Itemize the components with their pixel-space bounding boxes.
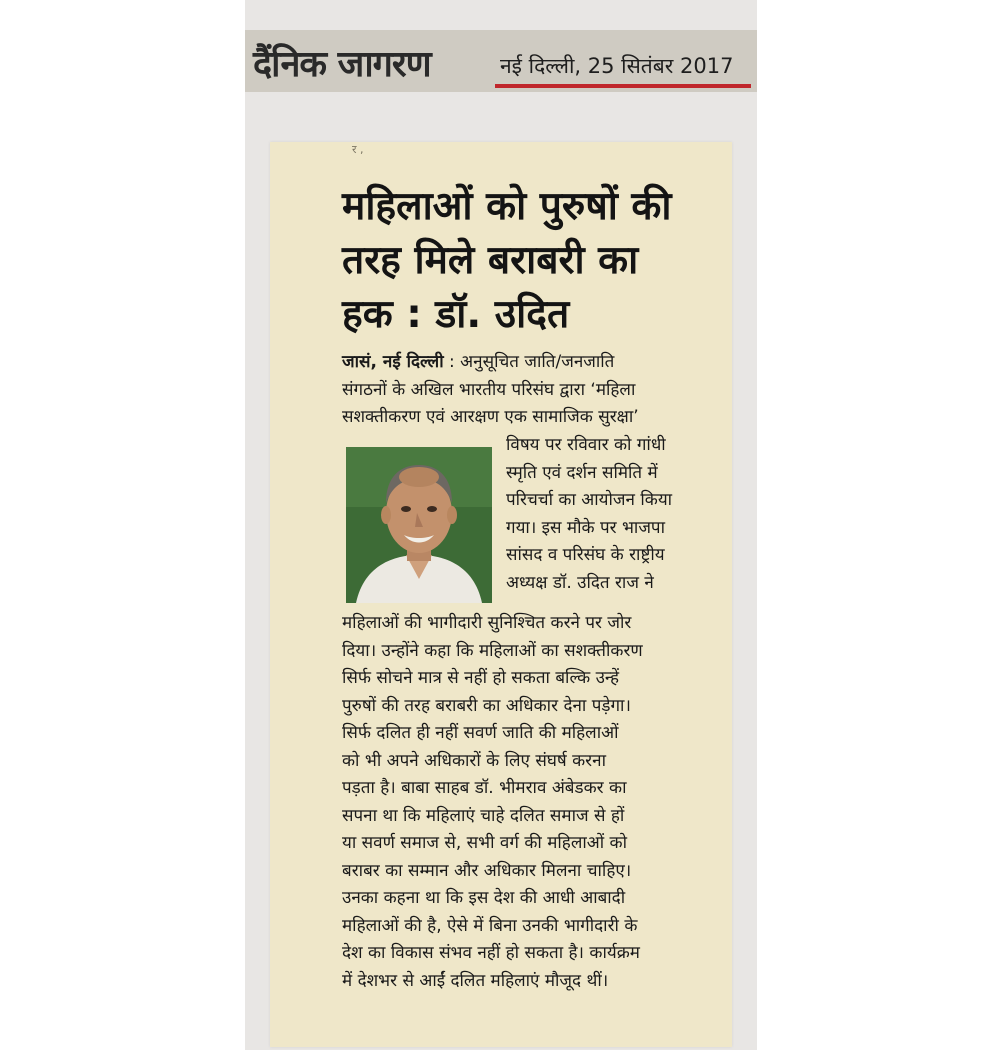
body-line: दिया। उन्होंने कहा कि महिलाओं का सशक्तीकरण	[342, 640, 643, 661]
portrait-photo	[346, 447, 492, 603]
body-line: सिर्फ सोचने मात्र से नहीं हो सकता बल्कि उन्हें	[342, 668, 619, 688]
article-lead	[342, 349, 722, 432]
body-line: पुरुषों की तरह बराबरी का अधिकार देना पड़ेगा।	[342, 695, 631, 716]
side-line: सांसद व परिसंघ के राष्ट्रीय	[506, 545, 665, 565]
body-line: या सवर्ण समाज से, सभी वर्ग की महिलाओं को	[342, 833, 627, 853]
body-line: देश का विकास संभव नहीं हो सकता है। कार्यक्रम	[342, 943, 640, 963]
side-line: परिचर्चा का आयोजन किया	[506, 490, 673, 510]
body-line: महिलाओं की भागीदारी सुनिश्चित करने पर जोर	[342, 613, 632, 633]
article-headline	[342, 180, 722, 342]
headline-line: महिलाओं को पुरुषों की	[342, 184, 672, 229]
portrait-image	[346, 447, 492, 603]
headline-line: हक : डॉ. उदित	[342, 292, 570, 337]
newspaper-masthead	[245, 30, 757, 92]
article-clipping	[270, 142, 732, 1047]
body-line: पड़ता है। बाबा साहब डॉ. भीमराव अंबेडकर का	[342, 778, 627, 798]
body-line: में देशभर से आईं दलित महिलाएं मौजूद थीं।	[342, 970, 609, 991]
article-body	[342, 610, 726, 995]
masthead-dateline: नई दिल्ली, 25 सितंबर 2017	[500, 54, 734, 78]
body-line: उनका कहना था कि इस देश की आधी आबादी	[342, 888, 626, 908]
lead-line	[342, 349, 722, 377]
lead-line: संगठनों के अखिल भारतीय परिसंघ द्वारा ‘महिला	[342, 379, 636, 400]
newspaper-name: दैंनिक जागरण	[253, 44, 431, 85]
side-line: अध्यक्ष डॉ. उदित राज ने	[506, 572, 654, 593]
lead-line-rest: : अनुसूचित जाति/जनजाति	[443, 352, 615, 372]
body-line: सपना था कि महिलाएं चाहे दलित समाज से हों	[342, 805, 625, 826]
masthead-red-rule	[495, 84, 751, 88]
side-line: गया। इस मौके पर भाजपा	[506, 517, 665, 538]
body-line: को भी अपने अधिकारों के लिए संघर्ष करना	[342, 750, 606, 771]
cut-off-text-fragment: र ,	[352, 143, 364, 156]
side-line: विषय पर रविवार को गांधी	[506, 435, 666, 455]
article-dateline: जासं, नई दिल्ली	[342, 352, 444, 372]
headline-line: तरह मिले बराबरी का	[342, 238, 639, 283]
article-side-column	[506, 432, 722, 597]
body-line: सिर्फ दलित ही नहीं सवर्ण जाति की महिलाओं	[342, 723, 619, 743]
body-line: बराबर का सम्मान और अधिकार मिलना चाहिए।	[342, 860, 632, 881]
side-line: स्मृति एवं दर्शन समिति में	[506, 462, 658, 483]
lead-line: सशक्तीकरण एवं आरक्षण एक सामाजिक सुरक्षा’	[342, 407, 639, 427]
body-line: महिलाओं की है, ऐसे में बिना उनकी भागीदारी के	[342, 915, 638, 936]
